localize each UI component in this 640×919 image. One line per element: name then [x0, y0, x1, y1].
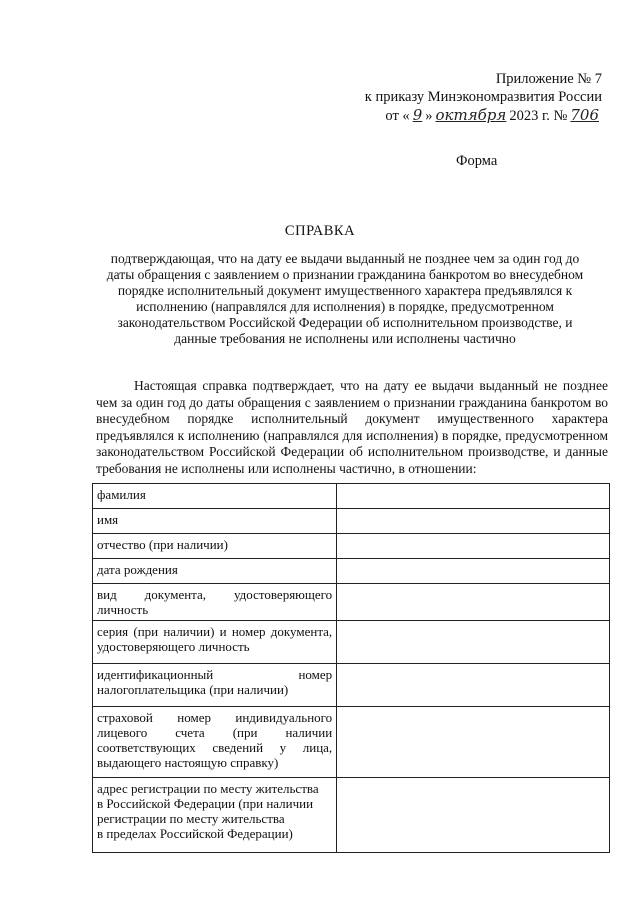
appendix-header [365, 70, 602, 125]
field-value-birth-date[interactable] [337, 559, 610, 584]
form-label: Форма [456, 153, 498, 169]
table-row [93, 509, 610, 534]
field-label-first-name: имя [93, 509, 337, 534]
table-row [93, 559, 610, 584]
table-row [93, 778, 610, 853]
field-label-address-line4: в пределах Российской Федерации) [97, 826, 293, 841]
table-row [93, 621, 610, 664]
handwritten-number: 706 [570, 106, 599, 124]
table-row [93, 584, 610, 621]
field-value-id-doc-number[interactable] [337, 621, 610, 664]
field-label-address [93, 778, 337, 853]
body-paragraph: Настоящая справка подтверждает, что на дату ее выдачи выданный не позднее чем за один год до даты обращения с заявлением о признании гражданина банкротом во внесудебном порядке исполнительный документ имущественного характера предъявлялся к исполнению (направлялся для исполнения) в порядке, предусмотренном законодательством Российской Федерации об исполнительном производстве, и данные требования не исполнены или исполнены частично, в отношении: [96, 378, 608, 476]
handwritten-day: 9 [412, 106, 423, 124]
field-label-birth-date: дата рождения [93, 559, 337, 584]
field-label-snils: страховой номер индивидуального лицевого счета (при наличии соответствующих сведений у лица, выдающего настоящую справку) [93, 707, 337, 778]
person-fields-table [92, 483, 610, 853]
field-value-inn[interactable] [337, 664, 610, 707]
field-label-inn-line1: идентификационный номер [97, 667, 333, 682]
field-value-id-doc-type[interactable] [337, 584, 610, 621]
year-suffix: 2023 г. № [509, 108, 568, 124]
field-label-last-name: фамилия [93, 484, 337, 509]
field-label-id-doc-type: вид документа, удостоверяющего личность [93, 584, 337, 621]
field-label-address-line1: адрес регистрации по месту жительства [97, 781, 319, 796]
field-value-patronymic[interactable] [337, 534, 610, 559]
table-row [93, 707, 610, 778]
table-row [93, 664, 610, 707]
document-title: СПРАВКА [284, 223, 356, 239]
field-label-inn-line2: налогоплательщика (при наличии) [97, 682, 289, 697]
date-prefix: от « [385, 108, 410, 124]
field-value-first-name[interactable] [337, 509, 610, 534]
appendix-date-line [365, 106, 602, 125]
document-subtitle: подтверждающая, что на дату ее выдачи выданный не позднее чем за один год до даты обращения с заявлением о признании гражданина банкротом во внесудебном порядке исполнительный документ имущественного характера предъявлялся к исполнению (направлялся для исполнения) в порядке, предусмотренном законодательством Российской Федерации об исполнительном производстве, и данные требования не исполнены или исполнены частично [106, 251, 584, 346]
field-label-address-line3: регистрации по месту жительства [97, 811, 285, 826]
date-mid: » [425, 108, 433, 124]
table-row [93, 484, 610, 509]
field-value-snils[interactable] [337, 707, 610, 778]
table-row [93, 534, 610, 559]
field-value-address[interactable] [337, 778, 610, 853]
field-label-inn [93, 664, 337, 707]
appendix-title: Приложение № 7 [495, 71, 602, 87]
field-label-address-line2: в Российской Федерации (при наличии [97, 796, 314, 811]
field-value-last-name[interactable] [337, 484, 610, 509]
handwritten-month: октября [435, 106, 507, 124]
field-label-id-doc-number: серия (при наличии) и номер документа, удостоверяющего личность [93, 621, 337, 664]
field-label-patronymic: отчество (при наличии) [93, 534, 337, 559]
appendix-order-ref: к приказу Минэкономразвития России [364, 89, 602, 105]
